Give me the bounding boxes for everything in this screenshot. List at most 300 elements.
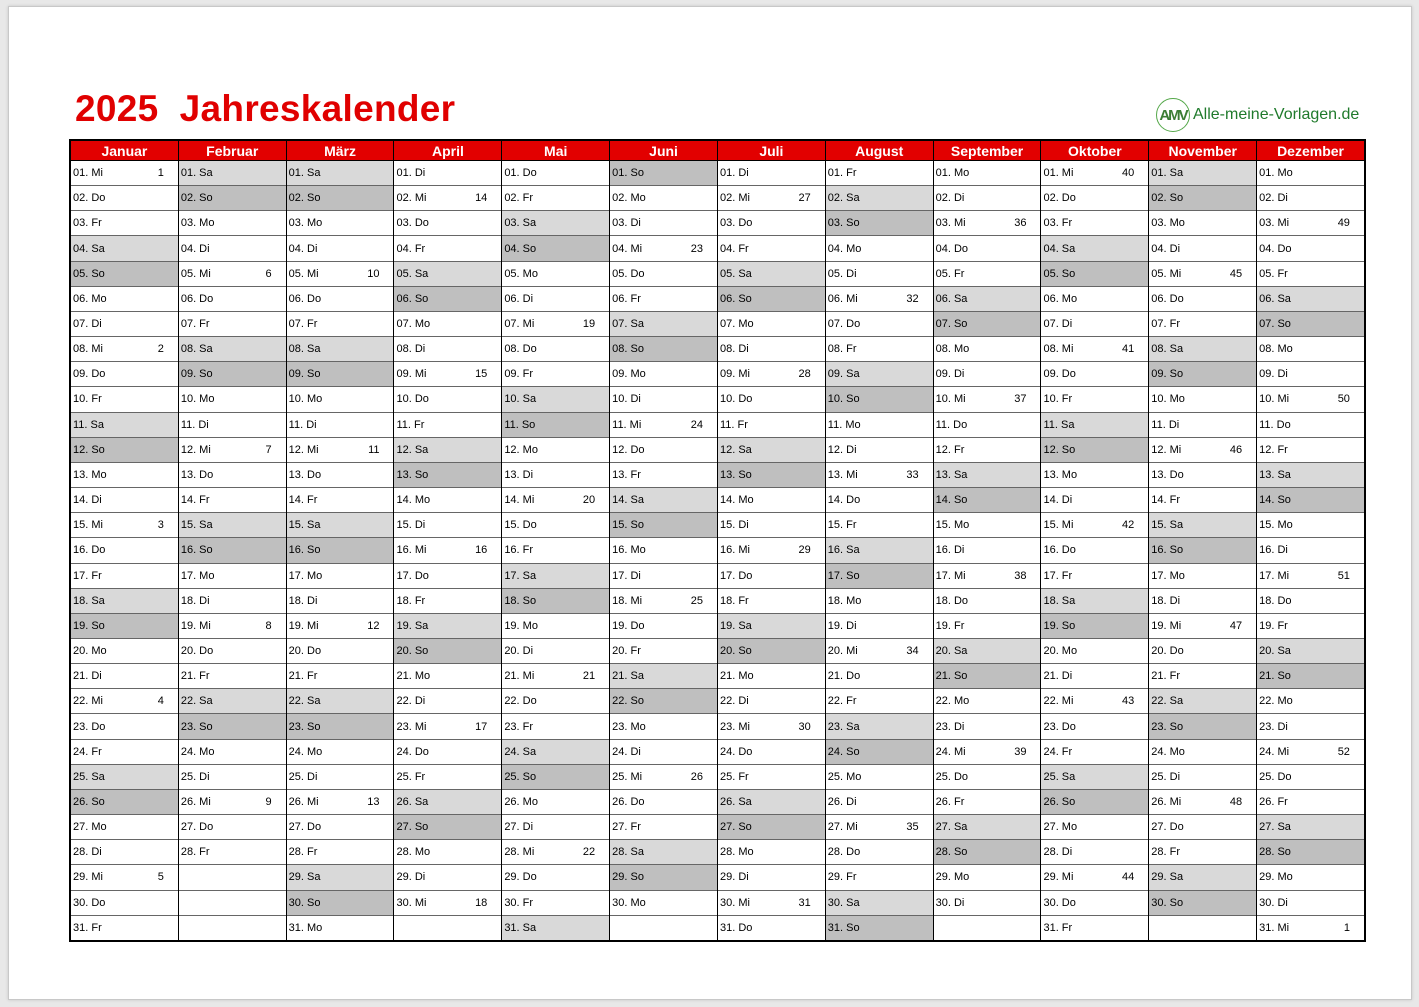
day-cell	[1149, 790, 1256, 815]
day-cell	[1257, 815, 1364, 840]
day-label: 19. Di	[827, 619, 857, 632]
week-number: 40	[1122, 167, 1135, 180]
day-cell	[610, 790, 717, 815]
week-number: 28	[798, 368, 811, 381]
day-cell	[1257, 664, 1364, 689]
day-label: 13. Mo	[1043, 468, 1078, 481]
day-label: 24. Fr	[1043, 745, 1073, 758]
day-label: 08. Fr	[827, 343, 857, 356]
day-label: 31. Fr	[1043, 921, 1073, 934]
day-label: 25. Do	[1259, 770, 1292, 783]
day-label: 24. So	[827, 745, 860, 758]
day-cell	[1257, 161, 1364, 186]
day-label: 07. Sa	[612, 318, 644, 331]
day-label: 05. Fr	[1259, 267, 1288, 280]
day-label: 16. Mi	[396, 544, 427, 557]
day-label: 02. Do	[73, 192, 106, 205]
day-label: 15. Sa	[1151, 519, 1184, 532]
day-cell	[502, 815, 609, 840]
week-number: 51	[1337, 569, 1350, 582]
day-cell	[394, 262, 501, 287]
day-cell	[71, 413, 178, 438]
day-label: 09. Di	[1259, 368, 1288, 381]
day-cell	[1149, 891, 1256, 916]
day-cell	[502, 287, 609, 312]
day-cell	[718, 387, 825, 412]
day-label: 26. Fr	[1259, 795, 1288, 808]
day-cell	[934, 262, 1041, 287]
day-label: 12. Do	[612, 443, 645, 456]
day-label: 26. Do	[612, 795, 645, 808]
day-cell	[718, 740, 825, 765]
day-label: 16. Di	[1259, 544, 1288, 557]
day-label: 08. Di	[719, 343, 749, 356]
week-number: 35	[906, 821, 919, 834]
week-number: 46	[1229, 443, 1243, 456]
day-label: 05. Sa	[719, 267, 752, 280]
day-cell	[1041, 916, 1148, 940]
day-label: 17. Fr	[1043, 569, 1073, 582]
day-label: 29. Fr	[827, 871, 857, 884]
day-label: 28. Fr	[1151, 846, 1181, 859]
day-label: 17. Sa	[504, 569, 537, 582]
day-cell	[826, 840, 933, 865]
day-label: 18. So	[504, 594, 537, 607]
day-cell	[826, 337, 933, 362]
day-label: 06. Do	[1151, 292, 1184, 305]
day-cell	[610, 765, 717, 790]
day-label: 21. So	[935, 670, 968, 683]
day-cell	[718, 488, 825, 513]
day-cell	[1041, 840, 1148, 865]
day-label: 11. So	[504, 418, 536, 431]
day-label: 16. Fr	[504, 544, 534, 557]
day-label: 01. Di	[719, 167, 749, 180]
day-cell	[71, 387, 178, 412]
day-label: 14. Fr	[288, 494, 318, 507]
day-cell	[394, 740, 501, 765]
day-cell	[1149, 387, 1256, 412]
day-label: 15. Fr	[827, 519, 857, 532]
day-label: 04. Mi	[612, 242, 643, 255]
day-cell	[1149, 413, 1256, 438]
day-cell	[179, 815, 286, 840]
day-cell	[394, 463, 501, 488]
day-cell	[934, 463, 1041, 488]
day-cell	[287, 488, 394, 513]
day-cell	[1149, 714, 1256, 739]
day-cell	[826, 689, 933, 714]
day-label: 09. Mi	[719, 368, 750, 381]
day-cell	[287, 714, 394, 739]
day-cell	[826, 765, 933, 790]
day-label: 14. Do	[827, 494, 861, 507]
day-cell	[287, 664, 394, 689]
day-label: 24. Mo	[180, 745, 215, 758]
day-cell	[934, 840, 1041, 865]
day-cell	[502, 337, 609, 362]
day-label: 16. So	[288, 544, 321, 557]
day-cell	[934, 740, 1041, 765]
day-label: 10. Sa	[504, 393, 537, 406]
day-label: 01. Sa	[1151, 167, 1184, 180]
day-label: 17. Mo	[180, 569, 215, 582]
day-cell	[610, 236, 717, 261]
week-number: 36	[1014, 217, 1027, 230]
month-column	[1041, 141, 1149, 940]
day-label: 23. Di	[1259, 720, 1288, 733]
day-cell	[826, 538, 933, 563]
day-label: 26. Mo	[504, 795, 538, 808]
month-column	[179, 141, 287, 940]
day-cell	[71, 664, 178, 689]
day-cell	[1041, 463, 1148, 488]
month-header: März	[287, 141, 394, 161]
day-label: 17. Mo	[288, 569, 323, 582]
day-label: 12. Mi	[288, 443, 319, 456]
day-label: 07. Di	[1043, 318, 1073, 331]
day-label: 15. So	[612, 519, 644, 532]
day-cell	[718, 639, 825, 664]
week-number: 11	[368, 443, 380, 456]
day-cell	[718, 916, 825, 940]
day-cell	[1257, 463, 1364, 488]
day-label: 06. So	[719, 292, 752, 305]
day-cell	[826, 312, 933, 337]
day-label: 04. So	[504, 242, 537, 255]
day-label: 11. Mi	[612, 418, 642, 431]
day-cell	[718, 765, 825, 790]
day-label: 30. Mi	[396, 896, 427, 909]
day-cell	[71, 287, 178, 312]
day-label: 18. Do	[935, 594, 969, 607]
day-cell	[287, 639, 394, 664]
day-cell	[826, 387, 933, 412]
day-cell	[394, 790, 501, 815]
week-number: 2	[157, 343, 164, 356]
day-label: 24. Mi	[935, 745, 966, 758]
day-cell	[502, 488, 609, 513]
day-label: 27. So	[396, 821, 429, 834]
day-cell	[1149, 513, 1256, 538]
day-cell	[1041, 664, 1148, 689]
day-cell	[502, 689, 609, 714]
day-cell	[71, 689, 178, 714]
day-cell	[394, 840, 501, 865]
day-cell	[179, 337, 286, 362]
day-cell	[1041, 362, 1148, 387]
day-label: 29. Di	[396, 871, 426, 884]
day-label: 09. So	[288, 368, 321, 381]
day-cell	[71, 438, 178, 463]
day-label: 18. Fr	[719, 594, 749, 607]
day-cell	[502, 589, 609, 614]
day-label: 22. Di	[396, 695, 426, 708]
day-label: 05. Mo	[504, 267, 538, 280]
day-cell	[71, 463, 178, 488]
empty-cell	[934, 916, 1041, 940]
empty-cell	[179, 865, 286, 890]
day-label: 04. Mo	[827, 242, 862, 255]
day-label: 03. Mo	[1151, 217, 1185, 230]
day-label: 13. Do	[180, 468, 214, 481]
day-label: 24. Mi	[1259, 745, 1290, 758]
day-label: 25. Di	[180, 770, 210, 783]
day-cell	[1257, 891, 1364, 916]
day-cell	[934, 438, 1041, 463]
day-cell	[71, 790, 178, 815]
day-label: 03. Mi	[935, 217, 966, 230]
logo-text: Alle-meine-Vorlagen.de	[1193, 106, 1360, 123]
day-label: 06. Sa	[935, 292, 968, 305]
day-label: 10. Fr	[73, 393, 102, 406]
day-cell	[179, 438, 286, 463]
day-label: 10. Mi	[935, 393, 966, 406]
day-label: 27. Mo	[1043, 821, 1078, 834]
day-label: 29. Do	[504, 871, 537, 884]
day-cell	[287, 463, 394, 488]
day-label: 10. Mo	[180, 393, 215, 406]
week-number: 48	[1229, 795, 1243, 808]
day-label: 07. Fr	[288, 318, 318, 331]
day-label: 23. Mi	[396, 720, 427, 733]
day-label: 23. Mi	[719, 720, 750, 733]
day-label: 05. Fr	[935, 267, 965, 280]
day-cell	[1149, 815, 1256, 840]
day-label: 03. Sa	[504, 217, 537, 230]
day-label: 21. Mo	[396, 670, 431, 683]
day-cell	[826, 236, 933, 261]
day-cell	[826, 815, 933, 840]
day-cell	[1041, 513, 1148, 538]
day-cell	[610, 287, 717, 312]
day-cell	[71, 513, 178, 538]
day-label: 15. Di	[719, 519, 749, 532]
day-label: 09. Do	[73, 368, 106, 381]
day-cell	[394, 161, 501, 186]
day-cell	[287, 236, 394, 261]
day-label: 08. Mo	[935, 343, 970, 356]
day-label: 08. Do	[504, 343, 537, 356]
day-label: 15. Mo	[935, 519, 970, 532]
day-cell	[610, 211, 717, 236]
day-cell	[934, 714, 1041, 739]
day-cell	[826, 589, 933, 614]
day-cell	[1041, 865, 1148, 890]
day-cell	[1149, 639, 1256, 664]
day-cell	[1041, 891, 1148, 916]
day-label: 13. Mi	[827, 468, 858, 481]
week-number: 1	[157, 167, 164, 180]
day-cell	[718, 438, 825, 463]
day-label: 25. Sa	[1043, 770, 1076, 783]
day-label: 21. Do	[827, 670, 861, 683]
day-label: 14. So	[935, 494, 968, 507]
day-cell	[71, 815, 178, 840]
day-label: 02. Di	[1259, 192, 1288, 205]
day-cell	[287, 689, 394, 714]
day-label: 11. Sa	[73, 418, 104, 431]
day-cell	[394, 589, 501, 614]
day-cell	[934, 161, 1041, 186]
day-label: 30. Sa	[827, 896, 860, 909]
day-cell	[1149, 589, 1256, 614]
logo[interactable]	[1156, 98, 1359, 132]
day-cell	[1257, 312, 1364, 337]
day-label: 23. Sa	[827, 720, 860, 733]
day-cell	[502, 538, 609, 563]
month-column	[287, 141, 395, 940]
day-cell	[394, 714, 501, 739]
day-cell	[826, 891, 933, 916]
day-label: 29. Sa	[1151, 871, 1184, 884]
day-cell	[71, 211, 178, 236]
day-label: 12. Di	[827, 443, 857, 456]
day-label: 02. So	[1151, 192, 1184, 205]
day-label: 03. Mo	[288, 217, 323, 230]
day-cell	[1149, 538, 1256, 563]
day-label: 21. Fr	[1151, 670, 1181, 683]
week-number: 30	[798, 720, 811, 733]
day-label: 19. Fr	[935, 619, 965, 632]
week-number: 45	[1229, 267, 1243, 280]
day-label: 20. Do	[1151, 645, 1184, 658]
day-label: 28. So	[935, 846, 968, 859]
day-cell	[179, 236, 286, 261]
week-number: 20	[582, 494, 596, 507]
day-cell	[934, 387, 1041, 412]
day-label: 29. Mo	[935, 871, 970, 884]
day-cell	[71, 714, 178, 739]
day-label: 14. Fr	[1151, 494, 1181, 507]
day-cell	[502, 236, 609, 261]
day-cell	[826, 186, 933, 211]
week-number: 15	[475, 368, 488, 381]
day-cell	[610, 488, 717, 513]
day-cell	[179, 664, 286, 689]
day-label: 25. Mo	[827, 770, 862, 783]
day-label: 20. Sa	[1259, 645, 1291, 658]
day-label: 07. Mo	[396, 318, 431, 331]
day-label: 16. So	[180, 544, 213, 557]
day-label: 17. Do	[396, 569, 429, 582]
day-label: 26. Mi	[1151, 795, 1182, 808]
day-cell	[1149, 312, 1256, 337]
day-label: 19. Sa	[396, 619, 429, 632]
day-label: 22. Mo	[1259, 695, 1293, 708]
day-cell	[718, 714, 825, 739]
day-label: 28. Do	[827, 846, 861, 859]
day-cell	[1149, 438, 1256, 463]
week-number: 33	[906, 468, 919, 481]
day-label: 19. Mi	[180, 619, 211, 632]
day-cell	[502, 639, 609, 664]
day-cell	[179, 765, 286, 790]
day-label: 05. Sa	[396, 267, 429, 280]
day-cell	[287, 438, 394, 463]
day-label: 02. Fr	[504, 192, 534, 205]
day-cell	[1257, 714, 1364, 739]
day-cell	[1257, 337, 1364, 362]
week-number: 26	[690, 770, 703, 783]
day-cell	[718, 337, 825, 362]
day-cell	[610, 387, 717, 412]
day-cell	[718, 186, 825, 211]
day-label: 28. Mo	[719, 846, 754, 859]
day-label: 18. Di	[1151, 594, 1181, 607]
day-label: 12. Mi	[1151, 443, 1182, 456]
day-cell	[826, 865, 933, 890]
day-label: 13. Mo	[73, 468, 107, 481]
day-label: 28. Di	[73, 846, 102, 859]
month-column	[610, 141, 718, 940]
day-cell	[826, 161, 933, 186]
day-cell	[718, 211, 825, 236]
week-number: 21	[582, 670, 596, 683]
day-cell	[1257, 186, 1364, 211]
day-label: 12. Mi	[180, 443, 211, 456]
day-label: 05. Di	[827, 267, 857, 280]
day-cell	[1257, 740, 1364, 765]
month-column	[934, 141, 1042, 940]
day-label: 28. Di	[1043, 846, 1073, 859]
week-number: 12	[367, 619, 380, 632]
day-cell	[502, 564, 609, 589]
week-number: 32	[906, 292, 919, 305]
day-label: 15. Mo	[1259, 519, 1293, 532]
day-label: 13. Sa	[935, 468, 968, 481]
day-label: 26. Fr	[935, 795, 965, 808]
day-cell	[718, 312, 825, 337]
day-cell	[287, 589, 394, 614]
day-cell	[718, 815, 825, 840]
day-cell	[502, 413, 609, 438]
day-cell	[394, 312, 501, 337]
day-label: 10. Di	[612, 393, 641, 406]
day-cell	[1257, 287, 1364, 312]
day-label: 08. Di	[396, 343, 426, 356]
day-cell	[394, 513, 501, 538]
empty-cell	[394, 916, 501, 940]
day-cell	[610, 689, 717, 714]
day-label: 07. So	[935, 318, 968, 331]
week-number: 41	[1122, 343, 1135, 356]
day-cell	[934, 513, 1041, 538]
day-label: 18. Di	[288, 594, 318, 607]
day-label: 18. Do	[1259, 594, 1292, 607]
day-cell	[287, 337, 394, 362]
day-label: 01. Do	[504, 167, 537, 180]
day-label: 15. Sa	[288, 519, 321, 532]
day-cell	[394, 689, 501, 714]
day-cell	[1149, 840, 1256, 865]
day-label: 12. So	[1043, 443, 1076, 456]
month-column	[394, 141, 502, 940]
day-cell	[1041, 639, 1148, 664]
day-cell	[1041, 186, 1148, 211]
day-cell	[179, 740, 286, 765]
day-label: 29. Mi	[73, 871, 103, 884]
day-cell	[179, 589, 286, 614]
day-label: 03. Fr	[1043, 217, 1073, 230]
day-cell	[71, 865, 178, 890]
day-label: 26. So	[73, 795, 105, 808]
week-number: 37	[1014, 393, 1027, 406]
day-label: 25. Di	[288, 770, 318, 783]
day-label: 20. Do	[180, 645, 214, 658]
day-label: 20. Sa	[935, 645, 968, 658]
day-cell	[1149, 488, 1256, 513]
